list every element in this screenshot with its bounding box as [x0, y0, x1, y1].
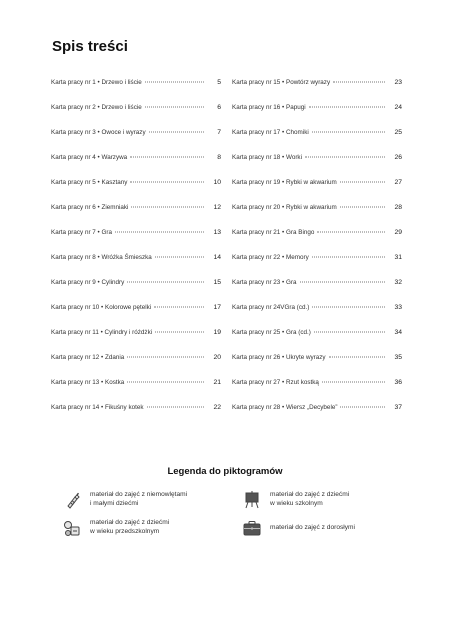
- toc-entry-page-number: 17: [213, 304, 221, 311]
- toc-entry: [51, 179, 221, 204]
- toc-entry-page-number: 27: [394, 179, 402, 186]
- toc-leader-dots: [329, 357, 385, 358]
- toc-entry: [232, 204, 402, 229]
- toc-entry: [232, 354, 402, 379]
- toc-leader-dots: [312, 257, 385, 258]
- toc-entry-page-number: 13: [213, 229, 221, 236]
- toc-entry-label: Karta pracy nr 14 • Fikuśny kotek: [51, 404, 144, 411]
- toc-leader-dots: [155, 257, 204, 258]
- toc-leader-dots: [127, 282, 204, 283]
- toc-leader-dots: [312, 307, 385, 308]
- toc-entry-page-number: 5: [217, 79, 221, 86]
- toc-entry-page-number: 24: [394, 104, 402, 111]
- toc-entry-page-number: 31: [394, 254, 402, 261]
- toc-entry: [51, 254, 221, 279]
- toc-entry: [232, 179, 402, 204]
- toc-entry-label: Karta pracy nr 4 • Warzywa: [51, 154, 128, 161]
- toc-entry: [232, 104, 402, 129]
- toc-leader-dots: [314, 332, 385, 333]
- toc-entry-label: Karta pracy nr 27 • Rzut kostką: [232, 379, 319, 386]
- toc-entry: [51, 79, 221, 104]
- legend-text-preschool: materiał do zajęć z dziećmi w wieku przedszkolnym: [90, 519, 170, 535]
- toc-entry-page-number: 7: [217, 129, 221, 136]
- toc-entry: [232, 79, 402, 104]
- toc-entry-label: Karta pracy nr 11 • Cylindry i różdżki: [51, 329, 153, 336]
- toc-leader-dots: [127, 357, 204, 358]
- toc-entry: [51, 129, 221, 154]
- toc-entry-label: Karta pracy nr 5 • Kasztany: [51, 179, 128, 186]
- legend-item-adults: [242, 518, 400, 538]
- toc-entry-label: Karta pracy nr 17 • Chomiki: [232, 129, 309, 136]
- toc-entry-label: Karta pracy nr 24VGra (cd.): [232, 304, 310, 311]
- toc-entry-label: Karta pracy nr 3 • Owoce i wyrazy: [51, 129, 146, 136]
- toc-entry-label: Karta pracy nr 12 • Zdania: [51, 354, 125, 361]
- toc-entry-label: Karta pracy nr 20 • Rybki w akwarium: [232, 204, 337, 211]
- toc-entry-label: Karta pracy nr 28 • Wiersz „Decybele”: [232, 404, 338, 411]
- toc-leader-dots: [145, 82, 204, 83]
- toc-entry-page-number: 12: [213, 204, 221, 211]
- toy-blocks-icon: [62, 518, 82, 538]
- toc-entry: [51, 304, 221, 329]
- toc-entry-page-number: 15: [213, 279, 221, 286]
- toc-entry-label: Karta pracy nr 21 • Gra Bingo: [232, 229, 315, 236]
- toc-entry-page-number: 35: [394, 354, 402, 361]
- toc-entry-page-number: 32: [394, 279, 402, 286]
- toc-entry-page-number: 25: [394, 129, 402, 136]
- toc-entry: [232, 379, 402, 404]
- toc-entry-label: Karta pracy nr 8 • Wróżka Śmieszka: [51, 254, 152, 261]
- toc-entry-label: Karta pracy nr 18 • Worki: [232, 154, 302, 161]
- toc-entry-page-number: 34: [394, 329, 402, 336]
- toc-entry-label: Karta pracy nr 10 • Kolorowe pętelki: [51, 304, 152, 311]
- toc-entry-label: Karta pracy nr 2 • Drzewo i liście: [51, 104, 142, 111]
- legend-title: Legenda do piktogramów: [167, 466, 283, 477]
- legend-item-school: [242, 490, 400, 510]
- toc-entry-label: Karta pracy nr 13 • Kostka: [51, 379, 125, 386]
- toc-entry-page-number: 33: [394, 304, 402, 311]
- toc-entry: [51, 279, 221, 304]
- toc-entry-page-number: 36: [394, 379, 402, 386]
- toc-entry: [232, 279, 402, 304]
- toc-leader-dots: [155, 332, 204, 333]
- legend-item-infants: [62, 490, 220, 510]
- toc-entry-page-number: 28: [394, 204, 402, 211]
- toc-leader-dots: [340, 207, 385, 208]
- toc-entry: [51, 154, 221, 179]
- toc-entry-page-number: 10: [213, 179, 221, 186]
- toc-leader-dots: [131, 207, 204, 208]
- toc-entry: [232, 329, 402, 354]
- toc-entry: [232, 254, 402, 279]
- toc-leader-dots: [333, 82, 385, 83]
- toc-entry-label: Karta pracy nr 9 • Cylindry: [51, 279, 125, 286]
- toc-entry-label: Karta pracy nr 19 • Rybki w akwarium: [232, 179, 337, 186]
- toc-leader-dots: [130, 157, 204, 158]
- toc-column-right: [232, 79, 402, 429]
- toc-entry-label: Karta pracy nr 23 • Gra: [232, 279, 297, 286]
- toc-entry-label: Karta pracy nr 25 • Gra (cd.): [232, 329, 311, 336]
- toc-leader-dots: [309, 107, 385, 108]
- toc-entry: [51, 204, 221, 229]
- toc-leader-dots: [149, 132, 204, 133]
- toc-entry-page-number: 29: [394, 229, 402, 236]
- toc-entry: [232, 129, 402, 154]
- easel-icon: [242, 490, 262, 510]
- toc-entry-label: Karta pracy nr 1 • Drzewo i liście: [51, 79, 142, 86]
- legend-text-adults: materiał do zajęć z dorosłymi: [270, 524, 356, 531]
- toc-leader-dots: [340, 182, 385, 183]
- toc-entry-label: Karta pracy nr 22 • Memory: [232, 254, 309, 261]
- toc-entry: [232, 229, 402, 254]
- toc-entry-label: Karta pracy nr 6 • Ziemniaki: [51, 204, 129, 211]
- toc-entry-label: Karta pracy nr 15 • Powtórz wyrazy: [232, 79, 331, 86]
- toc-entry-page-number: 26: [394, 154, 402, 161]
- toc-entry-label: Karta pracy nr 16 • Papugi: [232, 104, 306, 111]
- page-title: Spis treści: [52, 38, 128, 55]
- toc-entry-page-number: 21: [213, 379, 221, 386]
- toc-entry-page-number: 8: [217, 154, 221, 161]
- toc-leader-dots: [305, 157, 385, 158]
- toc-entry-page-number: 14: [213, 254, 221, 261]
- toc-entry-page-number: 20: [213, 354, 221, 361]
- baby-bottle-icon: [62, 490, 82, 510]
- toc-entry-page-number: 19: [213, 329, 221, 336]
- toc-entry: [232, 404, 402, 429]
- legend-text-infants: materiał do zajęć z niemowlętami i małymi dziećmi: [90, 491, 188, 507]
- toc-entry: [51, 404, 221, 429]
- toc-leader-dots: [300, 282, 385, 283]
- toc-leader-dots: [322, 382, 385, 383]
- toc-entry: [51, 379, 221, 404]
- toc-entry: [51, 329, 221, 354]
- toc-leader-dots: [154, 307, 204, 308]
- toc-entry-page-number: 23: [394, 79, 402, 86]
- toc-entry: [51, 104, 221, 129]
- toc-entry-page-number: 6: [217, 104, 221, 111]
- toc-entry: [232, 304, 402, 329]
- toc-leader-dots: [145, 107, 204, 108]
- toc-leader-dots: [115, 232, 204, 233]
- toc-entry-label: Karta pracy nr 26 • Ukryte wyrazy: [232, 354, 326, 361]
- toc-entry: [51, 354, 221, 379]
- toc-leader-dots: [340, 407, 385, 408]
- toc-column-left: [51, 79, 221, 429]
- legend-item-preschool: [62, 518, 220, 538]
- toc-entry-label: Karta pracy nr 7 • Gra: [51, 229, 112, 236]
- toc-entry: [232, 154, 402, 179]
- briefcase-icon: [242, 518, 262, 538]
- toc-leader-dots: [147, 407, 205, 408]
- toc-leader-dots: [127, 382, 204, 383]
- toc-entry-page-number: 37: [394, 404, 402, 411]
- toc-entry: [51, 229, 221, 254]
- legend-text-school: materiał do zajęć z dziećmi w wieku szkolnym: [270, 491, 350, 507]
- toc-leader-dots: [130, 182, 204, 183]
- toc-leader-dots: [312, 132, 385, 133]
- toc-entry-page-number: 22: [213, 404, 221, 411]
- toc-leader-dots: [317, 232, 385, 233]
